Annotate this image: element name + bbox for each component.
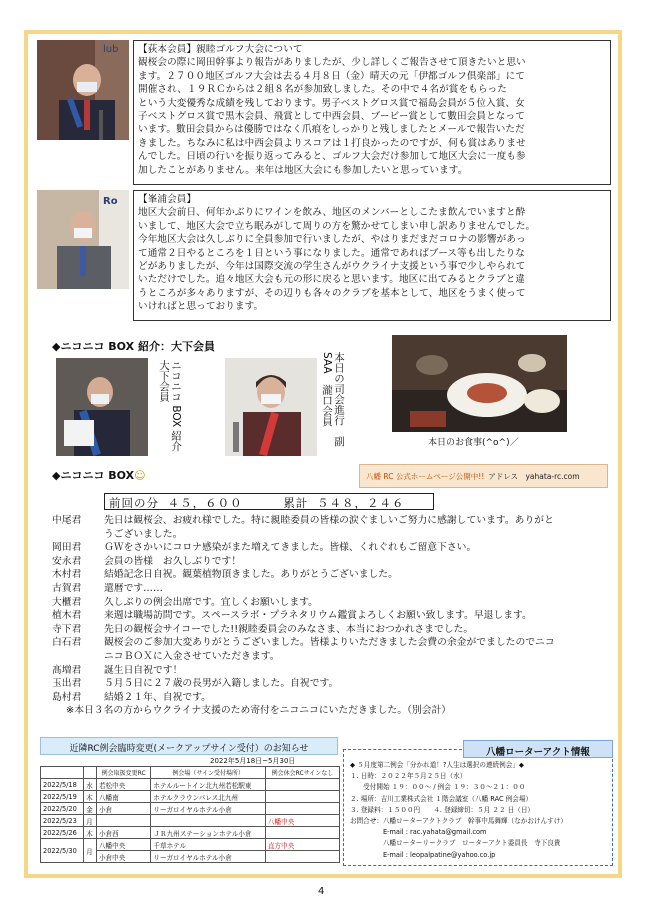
list-item xyxy=(52,609,612,623)
homepage-address[interactable]: アドレス yahata-rc.com xyxy=(488,472,580,481)
rotaract-title: 八幡ローターアクト情報 xyxy=(463,740,613,758)
oshita-caption: ニコニコ BOX 紹介 大下会員 xyxy=(158,360,182,462)
list-item xyxy=(52,541,612,555)
ogimoto-title: 【荻本会員】親睦ゴルフ大会について xyxy=(138,44,303,55)
row-date: 2022/5/26 xyxy=(41,827,84,839)
row-dow: 木 xyxy=(84,827,97,839)
row-dow: 金 xyxy=(84,803,97,815)
row-rc xyxy=(96,815,150,827)
meal-photo xyxy=(392,335,567,432)
column-header: 例会休会RCサインなし xyxy=(265,767,339,779)
rotaract-line: ２. 場所：吉川工業株式会社 １階会議室（八幡 RAC 例会場） xyxy=(350,794,533,803)
list-item xyxy=(52,596,612,610)
minemoto-line: いただけでした。追々地区大会も元の形に戻ると思います。地区に出てみるとクラブと違 xyxy=(138,274,525,286)
member-message: 来週は職場訪問です。スペースラボ・プラネタリウム鑑賞よろしくお願い致します。早退します。 xyxy=(104,610,532,622)
row-date: 2022/5/19 xyxy=(41,791,84,803)
minemoto-line: て通常２日やるところを１日という事になりました。通常であればブース等も出したりな xyxy=(138,247,525,259)
member-message: 観桜会のご参加大変ありがとうございました。皆様よりいただきました会費の余金がでましたのでニコ xyxy=(104,637,555,649)
list-item xyxy=(52,636,612,650)
ogimoto-report xyxy=(133,40,611,185)
member-name: 岡田君 xyxy=(52,542,82,554)
list-item xyxy=(52,677,612,691)
list-item xyxy=(52,691,612,705)
niconico-messages xyxy=(52,514,612,718)
row-place: ＪＲ九州ステーションホテル小倉 xyxy=(151,827,266,839)
rotaract-line: ３. 登録料：１５００円 ４. 登録締切：５月 ２２ 日（日） xyxy=(350,805,535,814)
rotaract-line: １. 日時：２０２２年５月２５日（水） xyxy=(350,772,467,781)
row-dow: 水 xyxy=(84,779,97,791)
row-rc: 八幡南 xyxy=(96,791,150,803)
prev-label: 前回の分 xyxy=(109,496,159,510)
table-row xyxy=(41,779,340,791)
table-row xyxy=(41,815,340,827)
member-name xyxy=(52,650,104,664)
svg-text:Ro: Ro xyxy=(103,196,118,207)
member-message: うございました。 xyxy=(104,528,183,540)
row-date: 2022/5/18 xyxy=(41,779,84,791)
member-message: ＧＷをさかいにコロナ感染がまた増えてきました。皆様、くれぐれもご留意下さい。 xyxy=(104,542,477,554)
row-date: 2022/5/20 xyxy=(41,803,84,815)
ogimoto-line: んでした。日頃の行いを振り返ってみると、ゴルフ大会だけ参加して地区大会に一度も参 xyxy=(138,151,526,163)
row-dow: 月 xyxy=(84,839,97,863)
member-message: 先日は観桜会、お疲れ様でした。特に親睦委員の皆様の涙ぐましいご努力に感謝しています。ありがと xyxy=(104,515,554,526)
row-note: 八幡中央 xyxy=(265,815,339,827)
member-name: 寺下君 xyxy=(52,623,82,635)
niconico-heading xyxy=(52,467,146,483)
row-rc: 若松中央 xyxy=(96,779,150,791)
member-message: 会員の皆様 お久しぶりです！ xyxy=(104,555,242,567)
member-name: 島村君 xyxy=(52,691,82,703)
table-row xyxy=(41,827,340,839)
rotaract-email-2[interactable]: E-mail : leopalpatine@yahoo.co.jp xyxy=(350,850,496,859)
row-place: ホテルクラウンパレス北九州 xyxy=(151,791,266,803)
member-name: 安永君 xyxy=(52,555,82,567)
list-item xyxy=(52,664,612,678)
member-message: ニコＢＯＸに入金させていただきます。 xyxy=(104,650,280,662)
smile-icon: ☺ xyxy=(134,469,146,482)
row-place: 千草ホテル xyxy=(151,839,266,851)
niconico-intro-heading: ◆ニコニコ BOX 紹介：大下会員 xyxy=(52,340,215,353)
list-item xyxy=(52,555,612,569)
member-name xyxy=(52,528,104,542)
makeup-period: 2022年5月18日~5月30日 xyxy=(210,757,296,765)
row-place xyxy=(151,815,266,827)
column-header: 例会場（サイン受付場所） xyxy=(151,767,266,779)
minemoto-line: いまして、地区大会で立ち眠みがして周りの方を驚かせてしまい申し訳ありませんでした。 xyxy=(138,220,536,232)
svg-text:lub: lub xyxy=(103,44,119,55)
member-message: 結婚２１年、自祝です。 xyxy=(104,691,211,703)
member-message: 還暦です…… xyxy=(104,582,163,594)
total-label: 累計 xyxy=(283,496,309,510)
ogimoto-line: きました。ちなみに私は中西会員よりスコアは１打良かったのですが、何も賞はありませ xyxy=(138,137,526,149)
ogimoto-line: ます。２７００地区ゴルフ大会は去る４月８日（金）晴天の元「伊都ゴルフ倶楽部」にて xyxy=(138,70,525,82)
row-note xyxy=(265,779,339,791)
member-name: 木村君 xyxy=(52,569,82,581)
homepage-label: 八幡 RC 公式ホームページ公開中!! xyxy=(366,472,485,481)
table-header-row xyxy=(41,767,340,779)
column-header: 例会取扱変更RC xyxy=(96,767,150,779)
donation-note: ※本日３名の方からウクライナ支援のため寄付をニコニコにいただきました。（別会計） xyxy=(66,705,452,717)
member-message: 久しぶりの例会出席です。宜しくお願いします。 xyxy=(104,596,318,608)
list-item xyxy=(52,568,612,582)
member-name: 白石君 xyxy=(52,637,82,649)
rotaract-details xyxy=(350,760,612,861)
total-value: ５４８，２４６ xyxy=(316,496,405,510)
prev-value: ４５，６００ xyxy=(167,496,243,510)
table-row xyxy=(41,791,340,803)
rotaract-line: 八幡ローターリークラブ ローターアクト委員長 寺下良貴 xyxy=(350,839,561,848)
takiguchi-photo xyxy=(225,358,317,456)
list-item xyxy=(52,528,612,542)
row-rc: 小倉中央 xyxy=(96,851,150,863)
member-name: 中尾君 xyxy=(52,515,82,526)
minemoto-line: いければと思っております。 xyxy=(138,301,264,313)
rotaract-line: ◆ ５月度第二例会「分かれ道！?人生は選択の連続例会」◆ xyxy=(350,761,524,769)
rotaract-email-1[interactable]: E-mail : rac.yahata@gmail.com xyxy=(350,828,487,837)
row-rc: 小倉西 xyxy=(96,827,150,839)
row-rc: 小倉 xyxy=(96,803,150,815)
makeup-table xyxy=(40,766,340,863)
row-rc: 八幡中央 xyxy=(96,839,150,851)
ogimoto-line: 観桜会の際に岡田幹事より報告がありましたが、少し詳しくご報告させて頂きたいと思い xyxy=(138,57,526,69)
ogimoto-line: 加したことがありません。来年は地区大会にも参加したいと思っています。 xyxy=(138,164,468,176)
row-note xyxy=(265,791,339,803)
minemoto-title: 【峯浦会員】 xyxy=(138,194,197,205)
makeup-title: 近隣RC例会臨時変更(メークアップサイン受付）のお知らせ xyxy=(40,737,338,755)
list-item xyxy=(52,582,612,596)
homepage-banner[interactable] xyxy=(359,464,608,488)
minemoto-report xyxy=(133,190,611,321)
row-date: 2022/5/23 xyxy=(41,815,84,827)
row-dow: 木 xyxy=(84,791,97,803)
rotaract-line: お問合せ：八幡ローターアクトクラブ 幹事中馬舞輝（なかおけんすけ） xyxy=(350,817,567,826)
member-message: 結婚記念日自祝。観葉植物頂きました。ありがとうございました。 xyxy=(104,569,398,581)
niconico-heading-text: ◆ニコニコ BOX xyxy=(52,469,135,482)
ogimoto-line: います。數田会員からは優勝ではなく爪痕をしっかりと残しましたとメールで報告いただ xyxy=(138,124,525,136)
ogimoto-line: という大変優秀な成績を残しております。男子ベストグロス賞で福島会員が５位入賞、女 xyxy=(138,97,525,109)
member-name: 髙増君 xyxy=(52,664,82,676)
minemoto-line: うところが多々ありますが、その辺りも各々のクラブを基本として、地区をうまく使って xyxy=(138,287,526,299)
oshita-photo xyxy=(56,358,148,456)
row-date: 2022/5/30 xyxy=(41,839,84,863)
list-item xyxy=(52,650,612,664)
list-item xyxy=(52,623,612,637)
row-note: 直方中央 xyxy=(265,839,339,851)
member-name: 大櫃君 xyxy=(52,596,82,608)
row-place: リーガロイヤルホテル小倉 xyxy=(151,851,266,863)
row-place: リーガロイヤルホテル小倉 xyxy=(151,803,266,815)
minemoto-line: どがありましたが、今年は国際交流の学生さんがウクライナ支援という事で少しやられて xyxy=(138,261,526,273)
row-note xyxy=(265,851,339,863)
list-item xyxy=(52,514,612,528)
ogimoto-photo xyxy=(37,40,129,140)
page-number: 4 xyxy=(318,886,325,897)
row-note xyxy=(265,827,339,839)
minemoto-line: 今年地区大会は久しぶりに全員参加で行いましたが、やはりまだまだコロナの影響があっ xyxy=(138,234,526,246)
ogimoto-line: 開催され、１９ＲＣからは２組８名が参加致しました。その中で４名が賞をもらった xyxy=(138,84,507,96)
niconico-totals xyxy=(104,493,434,510)
meal-caption: 本日のお食事(^o^)／ xyxy=(428,438,519,448)
member-message: ５月５日に２７歳の長男が入籍しました。自祝です。 xyxy=(104,678,339,690)
member-name: 玉出君 xyxy=(52,678,82,690)
table-row xyxy=(41,803,340,815)
row-place: ホテルルートイン北九州若松駅東 xyxy=(151,779,266,791)
member-message: 誕生日自祝です！ xyxy=(104,664,183,676)
row-dow: 月 xyxy=(84,815,97,827)
minemoto-photo xyxy=(37,190,129,289)
takiguchi-caption: 本日の司会進行 副 SAA 瀧口会員 xyxy=(321,352,345,447)
table-row xyxy=(41,839,340,851)
row-note xyxy=(265,803,339,815)
ogimoto-line: 子ベストグロス賞で黒木会員、飛賞として中西会員、ブービー賞として數田会員となって xyxy=(138,111,525,123)
member-message: 先日の観桜会サイコーでした!!親睦委員会のみなさま、本当におつかれさまでした。 xyxy=(104,623,474,635)
minemoto-line: 地区大会前日、何年かぶりにワインを飲み、地区のメンバーとしこたま飲んでいますと酔 xyxy=(138,207,526,219)
rotaract-line: 受付開始 １９：００～ / 例会 １９：３０～２１：００ xyxy=(350,783,526,792)
member-name: 植木君 xyxy=(52,610,82,622)
member-name: 古賀君 xyxy=(52,582,82,594)
